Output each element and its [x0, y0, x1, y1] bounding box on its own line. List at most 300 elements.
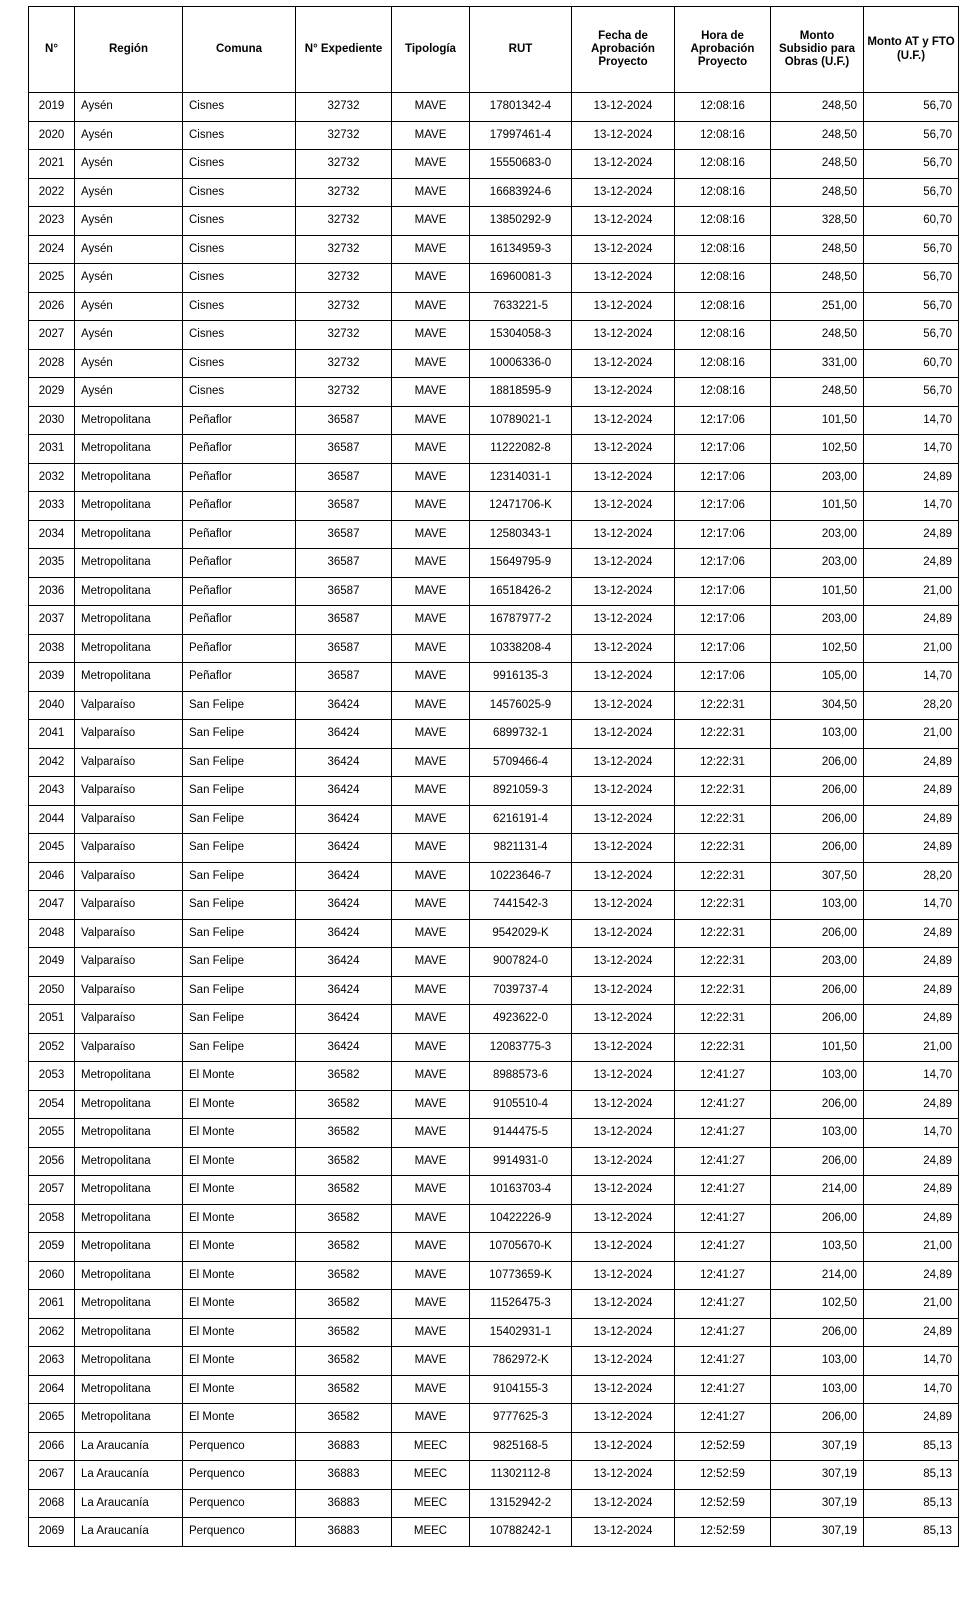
cell-monto-subsidio: 102,50 — [771, 435, 864, 464]
cell-numero: 2044 — [29, 805, 75, 834]
table-row — [29, 777, 959, 806]
cell-tipologia: MAVE — [392, 492, 470, 521]
cell-monto-subsidio: 328,50 — [771, 207, 864, 236]
table-row — [29, 378, 959, 407]
cell-numero: 2050 — [29, 976, 75, 1005]
cell-rut: 15550683-0 — [470, 150, 572, 179]
cell-hora: 12:22:31 — [675, 834, 771, 863]
cell-hora: 12:41:27 — [675, 1375, 771, 1404]
cell-monto-at-fto: 56,70 — [864, 150, 959, 179]
cell-numero: 2048 — [29, 919, 75, 948]
column-header-comuna: Comuna — [183, 7, 296, 93]
cell-tipologia: MAVE — [392, 549, 470, 578]
cell-rut: 7633221-5 — [470, 292, 572, 321]
cell-region: Metropolitana — [75, 492, 183, 521]
cell-fecha: 13-12-2024 — [572, 1318, 675, 1347]
cell-tipologia: MAVE — [392, 634, 470, 663]
cell-region: Valparaíso — [75, 1033, 183, 1062]
cell-hora: 12:17:06 — [675, 663, 771, 692]
cell-fecha: 13-12-2024 — [572, 349, 675, 378]
cell-monto-at-fto: 24,89 — [864, 1176, 959, 1205]
cell-tipologia: MAVE — [392, 976, 470, 1005]
cell-expediente: 32732 — [296, 150, 392, 179]
cell-numero: 2022 — [29, 178, 75, 207]
cell-monto-at-fto: 14,70 — [864, 1347, 959, 1376]
cell-region: Valparaíso — [75, 862, 183, 891]
cell-numero: 2057 — [29, 1176, 75, 1205]
cell-monto-at-fto: 24,89 — [864, 805, 959, 834]
cell-tipologia: MAVE — [392, 1119, 470, 1148]
cell-tipologia: MAVE — [392, 1290, 470, 1319]
cell-hora: 12:41:27 — [675, 1347, 771, 1376]
cell-expediente: 36424 — [296, 691, 392, 720]
cell-rut: 16787977-2 — [470, 606, 572, 635]
cell-expediente: 36582 — [296, 1404, 392, 1433]
table-row — [29, 1432, 959, 1461]
cell-numero: 2028 — [29, 349, 75, 378]
cell-numero: 2031 — [29, 435, 75, 464]
cell-hora: 12:52:59 — [675, 1432, 771, 1461]
cell-rut: 16683924-6 — [470, 178, 572, 207]
cell-comuna: El Monte — [183, 1347, 296, 1376]
cell-monto-at-fto: 21,00 — [864, 720, 959, 749]
cell-monto-at-fto: 28,20 — [864, 862, 959, 891]
cell-expediente: 32732 — [296, 349, 392, 378]
cell-tipologia: MAVE — [392, 520, 470, 549]
cell-comuna: Cisnes — [183, 121, 296, 150]
cell-tipologia: MEEC — [392, 1489, 470, 1518]
cell-fecha: 13-12-2024 — [572, 1489, 675, 1518]
cell-comuna: Cisnes — [183, 292, 296, 321]
cell-hora: 12:22:31 — [675, 748, 771, 777]
cell-monto-at-fto: 14,70 — [864, 492, 959, 521]
table-row — [29, 976, 959, 1005]
cell-rut: 9825168-5 — [470, 1432, 572, 1461]
cell-hora: 12:17:06 — [675, 492, 771, 521]
column-header-tipologia: Tipología — [392, 7, 470, 93]
cell-rut: 9542029-K — [470, 919, 572, 948]
cell-monto-at-fto: 85,13 — [864, 1489, 959, 1518]
cell-comuna: San Felipe — [183, 720, 296, 749]
cell-fecha: 13-12-2024 — [572, 663, 675, 692]
cell-comuna: El Monte — [183, 1261, 296, 1290]
cell-monto-subsidio: 248,50 — [771, 121, 864, 150]
cell-rut: 15402931-1 — [470, 1318, 572, 1347]
cell-numero: 2066 — [29, 1432, 75, 1461]
cell-fecha: 13-12-2024 — [572, 207, 675, 236]
table-row — [29, 1062, 959, 1091]
cell-monto-at-fto: 24,89 — [864, 1261, 959, 1290]
table-row — [29, 463, 959, 492]
cell-rut: 13850292-9 — [470, 207, 572, 236]
cell-region: Metropolitana — [75, 663, 183, 692]
cell-expediente: 36587 — [296, 549, 392, 578]
cell-numero: 2024 — [29, 235, 75, 264]
cell-numero: 2032 — [29, 463, 75, 492]
cell-fecha: 13-12-2024 — [572, 805, 675, 834]
cell-comuna: Cisnes — [183, 264, 296, 293]
cell-fecha: 13-12-2024 — [572, 520, 675, 549]
column-header-hora-aprobacion: Hora de Aprobación Proyecto — [675, 7, 771, 93]
cell-tipologia: MEEC — [392, 1432, 470, 1461]
cell-rut: 9821131-4 — [470, 834, 572, 863]
cell-comuna: San Felipe — [183, 834, 296, 863]
cell-hora: 12:08:16 — [675, 292, 771, 321]
cell-hora: 12:52:59 — [675, 1489, 771, 1518]
cell-monto-subsidio: 103,00 — [771, 1062, 864, 1091]
cell-tipologia: MAVE — [392, 862, 470, 891]
cell-fecha: 13-12-2024 — [572, 1033, 675, 1062]
cell-fecha: 13-12-2024 — [572, 1290, 675, 1319]
cell-expediente: 36582 — [296, 1090, 392, 1119]
cell-hora: 12:08:16 — [675, 349, 771, 378]
cell-rut: 9105510-4 — [470, 1090, 572, 1119]
cell-expediente: 36587 — [296, 606, 392, 635]
cell-rut: 16134959-3 — [470, 235, 572, 264]
cell-comuna: Perquenco — [183, 1518, 296, 1547]
cell-tipologia: MAVE — [392, 748, 470, 777]
cell-monto-subsidio: 214,00 — [771, 1176, 864, 1205]
cell-rut: 11222082-8 — [470, 435, 572, 464]
cell-hora: 12:22:31 — [675, 919, 771, 948]
table-row — [29, 948, 959, 977]
table-row — [29, 235, 959, 264]
cell-monto-at-fto: 24,89 — [864, 520, 959, 549]
cell-monto-subsidio: 206,00 — [771, 1090, 864, 1119]
table-row — [29, 349, 959, 378]
cell-monto-subsidio: 206,00 — [771, 748, 864, 777]
cell-monto-subsidio: 304,50 — [771, 691, 864, 720]
cell-expediente: 32732 — [296, 178, 392, 207]
table-row — [29, 1119, 959, 1148]
cell-numero: 2047 — [29, 891, 75, 920]
cell-fecha: 13-12-2024 — [572, 1233, 675, 1262]
cell-expediente: 36582 — [296, 1119, 392, 1148]
cell-fecha: 13-12-2024 — [572, 1176, 675, 1205]
cell-expediente: 36582 — [296, 1318, 392, 1347]
cell-comuna: El Monte — [183, 1062, 296, 1091]
cell-monto-at-fto: 21,00 — [864, 1290, 959, 1319]
cell-expediente: 36424 — [296, 919, 392, 948]
cell-numero: 2069 — [29, 1518, 75, 1547]
cell-hora: 12:41:27 — [675, 1147, 771, 1176]
cell-comuna: El Monte — [183, 1318, 296, 1347]
cell-rut: 6899732-1 — [470, 720, 572, 749]
cell-monto-at-fto: 14,70 — [864, 1119, 959, 1148]
cell-numero: 2025 — [29, 264, 75, 293]
cell-region: Aysén — [75, 292, 183, 321]
cell-region: Metropolitana — [75, 1318, 183, 1347]
cell-hora: 12:41:27 — [675, 1062, 771, 1091]
cell-comuna: San Felipe — [183, 748, 296, 777]
cell-fecha: 13-12-2024 — [572, 1119, 675, 1148]
cell-rut: 11302112-8 — [470, 1461, 572, 1490]
cell-monto-at-fto: 21,00 — [864, 577, 959, 606]
cell-numero: 2062 — [29, 1318, 75, 1347]
cell-tipologia: MAVE — [392, 1147, 470, 1176]
cell-hora: 12:22:31 — [675, 976, 771, 1005]
cell-monto-at-fto: 56,70 — [864, 321, 959, 350]
cell-monto-subsidio: 248,50 — [771, 235, 864, 264]
table-row — [29, 264, 959, 293]
cell-tipologia: MAVE — [392, 1404, 470, 1433]
cell-region: Aysén — [75, 93, 183, 122]
cell-region: Metropolitana — [75, 1119, 183, 1148]
cell-numero: 2036 — [29, 577, 75, 606]
cell-hora: 12:41:27 — [675, 1090, 771, 1119]
cell-region: Aysén — [75, 121, 183, 150]
cell-fecha: 13-12-2024 — [572, 1261, 675, 1290]
table-header-row — [29, 7, 959, 93]
table-row — [29, 1176, 959, 1205]
cell-monto-subsidio: 206,00 — [771, 976, 864, 1005]
cell-rut: 16518426-2 — [470, 577, 572, 606]
cell-expediente: 36587 — [296, 577, 392, 606]
cell-tipologia: MAVE — [392, 463, 470, 492]
cell-comuna: El Monte — [183, 1204, 296, 1233]
table-row — [29, 1518, 959, 1547]
column-header-expediente: N° Expediente — [296, 7, 392, 93]
cell-tipologia: MAVE — [392, 321, 470, 350]
table-row — [29, 805, 959, 834]
cell-region: Metropolitana — [75, 1375, 183, 1404]
cell-fecha: 13-12-2024 — [572, 1147, 675, 1176]
table-row — [29, 691, 959, 720]
cell-region: Valparaíso — [75, 834, 183, 863]
cell-expediente: 36424 — [296, 1005, 392, 1034]
table-row — [29, 1347, 959, 1376]
cell-hora: 12:41:27 — [675, 1261, 771, 1290]
cell-expediente: 36424 — [296, 948, 392, 977]
cell-monto-subsidio: 203,00 — [771, 948, 864, 977]
cell-comuna: San Felipe — [183, 891, 296, 920]
cell-comuna: Cisnes — [183, 235, 296, 264]
cell-rut: 17997461-4 — [470, 121, 572, 150]
cell-rut: 9916135-3 — [470, 663, 572, 692]
cell-tipologia: MAVE — [392, 919, 470, 948]
cell-region: Metropolitana — [75, 463, 183, 492]
cell-comuna: San Felipe — [183, 948, 296, 977]
cell-expediente: 36587 — [296, 435, 392, 464]
cell-expediente: 32732 — [296, 292, 392, 321]
table-row — [29, 834, 959, 863]
table-row — [29, 492, 959, 521]
cell-monto-subsidio: 102,50 — [771, 1290, 864, 1319]
cell-tipologia: MAVE — [392, 691, 470, 720]
table-row — [29, 720, 959, 749]
table-row — [29, 1461, 959, 1490]
cell-region: Aysén — [75, 349, 183, 378]
cell-region: Valparaíso — [75, 805, 183, 834]
cell-fecha: 13-12-2024 — [572, 1062, 675, 1091]
subsidy-table — [28, 6, 959, 1547]
cell-expediente: 36424 — [296, 805, 392, 834]
cell-comuna: El Monte — [183, 1233, 296, 1262]
cell-region: Metropolitana — [75, 1062, 183, 1091]
cell-hora: 12:52:59 — [675, 1518, 771, 1547]
cell-comuna: Peñaflor — [183, 577, 296, 606]
cell-region: Metropolitana — [75, 1147, 183, 1176]
cell-region: Metropolitana — [75, 549, 183, 578]
cell-rut: 18818595-9 — [470, 378, 572, 407]
cell-numero: 2052 — [29, 1033, 75, 1062]
cell-fecha: 13-12-2024 — [572, 1404, 675, 1433]
cell-hora: 12:41:27 — [675, 1233, 771, 1262]
cell-fecha: 13-12-2024 — [572, 862, 675, 891]
cell-expediente: 32732 — [296, 235, 392, 264]
cell-fecha: 13-12-2024 — [572, 777, 675, 806]
table-row — [29, 577, 959, 606]
cell-fecha: 13-12-2024 — [572, 264, 675, 293]
cell-comuna: Cisnes — [183, 321, 296, 350]
cell-numero: 2064 — [29, 1375, 75, 1404]
cell-rut: 9914931-0 — [470, 1147, 572, 1176]
column-header-fecha-aprobacion: Fecha de Aprobación Proyecto — [572, 7, 675, 93]
cell-monto-at-fto: 24,89 — [864, 777, 959, 806]
cell-monto-subsidio: 248,50 — [771, 321, 864, 350]
cell-region: Aysén — [75, 235, 183, 264]
cell-hora: 12:22:31 — [675, 1005, 771, 1034]
cell-rut: 15304058-3 — [470, 321, 572, 350]
cell-rut: 10338208-4 — [470, 634, 572, 663]
cell-hora: 12:22:31 — [675, 691, 771, 720]
cell-rut: 7441542-3 — [470, 891, 572, 920]
cell-comuna: San Felipe — [183, 777, 296, 806]
cell-comuna: Peñaflor — [183, 663, 296, 692]
cell-expediente: 36424 — [296, 720, 392, 749]
cell-monto-at-fto: 14,70 — [864, 891, 959, 920]
cell-hora: 12:08:16 — [675, 378, 771, 407]
cell-comuna: Peñaflor — [183, 435, 296, 464]
cell-region: Metropolitana — [75, 1261, 183, 1290]
cell-tipologia: MEEC — [392, 1518, 470, 1547]
cell-fecha: 13-12-2024 — [572, 435, 675, 464]
cell-region: Metropolitana — [75, 606, 183, 635]
cell-numero: 2056 — [29, 1147, 75, 1176]
cell-numero: 2033 — [29, 492, 75, 521]
table-row — [29, 1090, 959, 1119]
cell-tipologia: MAVE — [392, 207, 470, 236]
cell-numero: 2068 — [29, 1489, 75, 1518]
cell-rut: 12083775-3 — [470, 1033, 572, 1062]
cell-hora: 12:22:31 — [675, 1033, 771, 1062]
cell-expediente: 36424 — [296, 1033, 392, 1062]
cell-monto-subsidio: 105,00 — [771, 663, 864, 692]
cell-rut: 15649795-9 — [470, 549, 572, 578]
cell-region: Metropolitana — [75, 577, 183, 606]
cell-expediente: 32732 — [296, 378, 392, 407]
cell-monto-at-fto: 14,70 — [864, 663, 959, 692]
cell-comuna: El Monte — [183, 1404, 296, 1433]
table-row — [29, 1375, 959, 1404]
cell-monto-subsidio: 248,50 — [771, 93, 864, 122]
cell-tipologia: MAVE — [392, 1261, 470, 1290]
cell-tipologia: MAVE — [392, 1375, 470, 1404]
cell-monto-subsidio: 307,50 — [771, 862, 864, 891]
cell-numero: 2020 — [29, 121, 75, 150]
cell-monto-subsidio: 248,50 — [771, 150, 864, 179]
cell-region: Metropolitana — [75, 1290, 183, 1319]
cell-numero: 2043 — [29, 777, 75, 806]
table-row — [29, 1318, 959, 1347]
cell-monto-at-fto: 56,70 — [864, 93, 959, 122]
cell-monto-subsidio: 248,50 — [771, 264, 864, 293]
cell-region: Metropolitana — [75, 1090, 183, 1119]
cell-fecha: 13-12-2024 — [572, 634, 675, 663]
table-row — [29, 1005, 959, 1034]
cell-tipologia: MAVE — [392, 435, 470, 464]
cell-monto-subsidio: 103,00 — [771, 1375, 864, 1404]
cell-region: Metropolitana — [75, 1347, 183, 1376]
cell-hora: 12:41:27 — [675, 1204, 771, 1233]
cell-monto-subsidio: 203,00 — [771, 549, 864, 578]
cell-numero: 2058 — [29, 1204, 75, 1233]
cell-monto-subsidio: 331,00 — [771, 349, 864, 378]
cell-monto-subsidio: 206,00 — [771, 1204, 864, 1233]
cell-monto-subsidio: 206,00 — [771, 1147, 864, 1176]
cell-hora: 12:08:16 — [675, 235, 771, 264]
cell-numero: 2042 — [29, 748, 75, 777]
cell-comuna: El Monte — [183, 1176, 296, 1205]
cell-fecha: 13-12-2024 — [572, 720, 675, 749]
cell-comuna: Cisnes — [183, 150, 296, 179]
cell-expediente: 36587 — [296, 663, 392, 692]
cell-tipologia: MAVE — [392, 349, 470, 378]
cell-numero: 2029 — [29, 378, 75, 407]
cell-monto-subsidio: 102,50 — [771, 634, 864, 663]
cell-hora: 12:08:16 — [675, 178, 771, 207]
cell-monto-at-fto: 21,00 — [864, 634, 959, 663]
cell-monto-subsidio: 101,50 — [771, 492, 864, 521]
cell-monto-at-fto: 24,89 — [864, 976, 959, 1005]
cell-comuna: Cisnes — [183, 207, 296, 236]
cell-comuna: San Felipe — [183, 976, 296, 1005]
cell-tipologia: MAVE — [392, 235, 470, 264]
cell-monto-subsidio: 251,00 — [771, 292, 864, 321]
cell-expediente: 36424 — [296, 862, 392, 891]
cell-fecha: 13-12-2024 — [572, 1204, 675, 1233]
cell-fecha: 13-12-2024 — [572, 93, 675, 122]
cell-region: Valparaíso — [75, 720, 183, 749]
cell-comuna: Perquenco — [183, 1461, 296, 1490]
cell-fecha: 13-12-2024 — [572, 292, 675, 321]
cell-rut: 10705670-K — [470, 1233, 572, 1262]
cell-comuna: San Felipe — [183, 691, 296, 720]
cell-fecha: 13-12-2024 — [572, 1518, 675, 1547]
cell-comuna: Peñaflor — [183, 406, 296, 435]
cell-monto-at-fto: 24,89 — [864, 1090, 959, 1119]
cell-region: Aysén — [75, 378, 183, 407]
cell-monto-at-fto: 14,70 — [864, 1062, 959, 1091]
cell-comuna: El Monte — [183, 1375, 296, 1404]
cell-numero: 2053 — [29, 1062, 75, 1091]
cell-fecha: 13-12-2024 — [572, 606, 675, 635]
cell-monto-at-fto: 56,70 — [864, 264, 959, 293]
table-row — [29, 520, 959, 549]
cell-hora: 12:22:31 — [675, 720, 771, 749]
cell-expediente: 36582 — [296, 1347, 392, 1376]
cell-monto-subsidio: 214,00 — [771, 1261, 864, 1290]
cell-tipologia: MAVE — [392, 150, 470, 179]
table-row — [29, 207, 959, 236]
cell-tipologia: MAVE — [392, 178, 470, 207]
cell-expediente: 32732 — [296, 93, 392, 122]
table-row — [29, 321, 959, 350]
cell-tipologia: MAVE — [392, 663, 470, 692]
cell-comuna: Cisnes — [183, 93, 296, 122]
cell-expediente: 36587 — [296, 406, 392, 435]
cell-monto-at-fto: 24,89 — [864, 463, 959, 492]
